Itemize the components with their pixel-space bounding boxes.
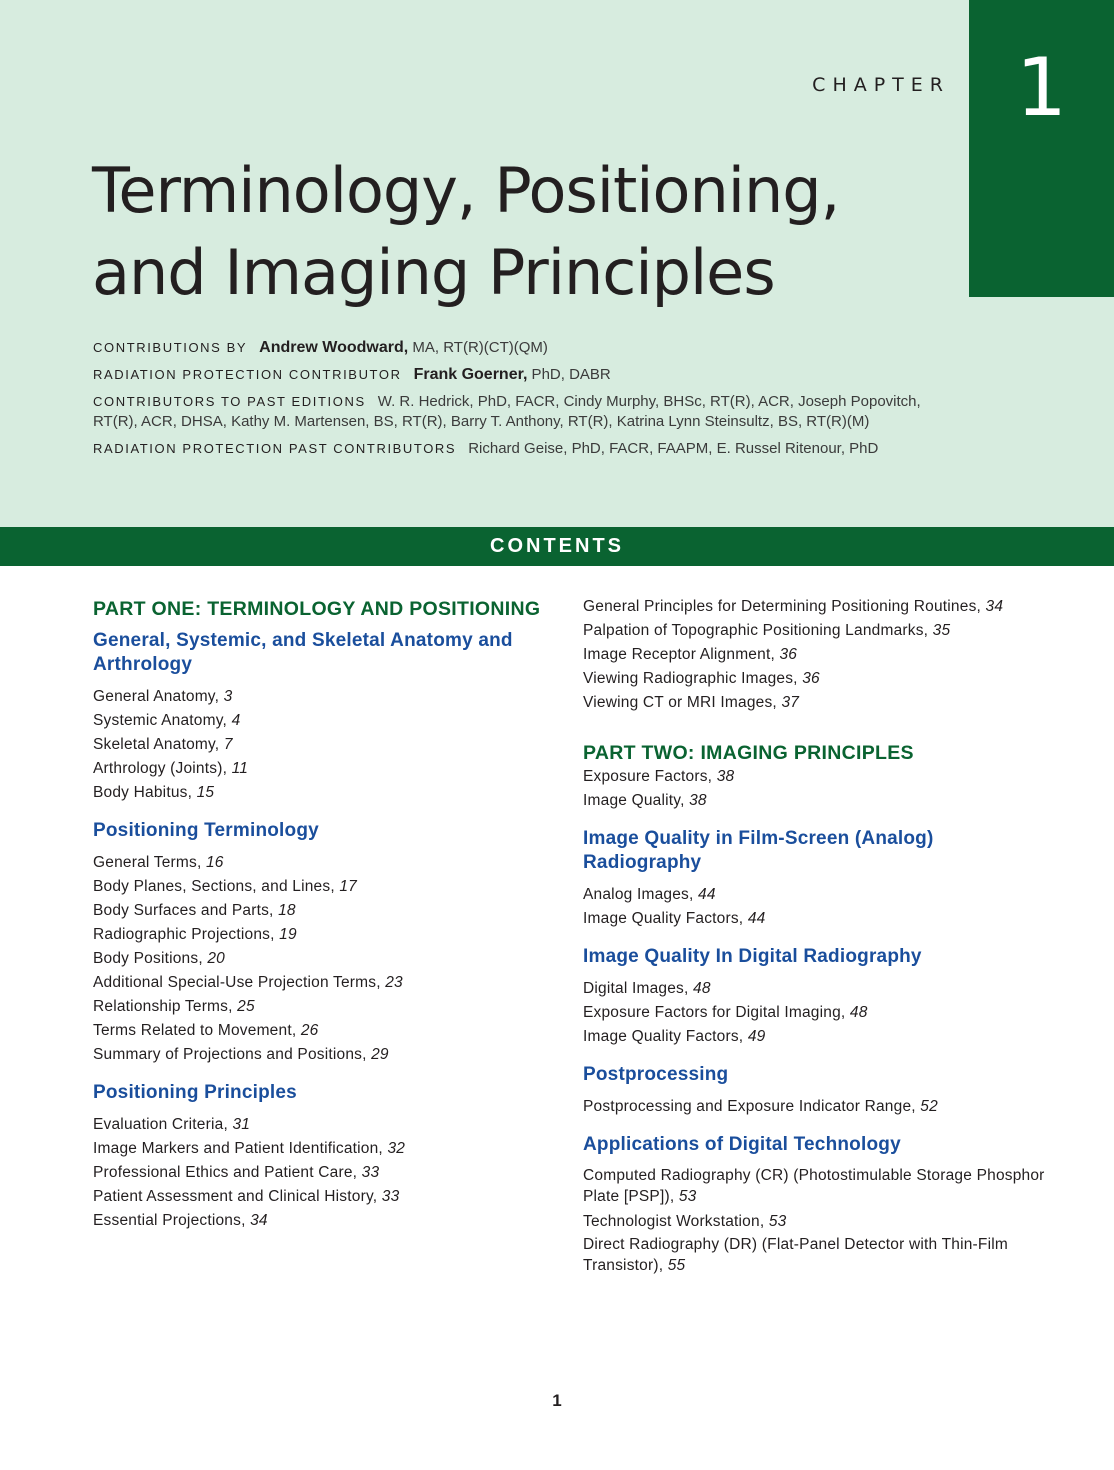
toc-entry[interactable]: Terms Related to Movement, 26 xyxy=(93,1022,319,1039)
toc-entry[interactable]: General Principles for Determining Positioning Routines, 34 xyxy=(583,598,1004,615)
toc-entry[interactable]: Skeletal Anatomy, 7 xyxy=(93,736,233,753)
page-number: 1 xyxy=(552,1391,562,1410)
toc-entry[interactable]: Arthrology (Joints), 11 xyxy=(93,760,249,777)
toc-entry[interactable]: Palpation of Topographic Positioning Landmarks, 35 xyxy=(583,622,951,639)
toc-entry[interactable]: Body Surfaces and Parts, 18 xyxy=(93,902,296,919)
chapter-title-line: Terminology, Positioning, xyxy=(92,154,840,227)
toc-right-column xyxy=(583,595,1053,1276)
toc-entry[interactable]: Relationship Terms, 25 xyxy=(93,998,255,1015)
section-title: Postprocessing xyxy=(583,1064,729,1085)
toc-entry[interactable]: Evaluation Criteria, 31 xyxy=(93,1116,251,1133)
toc-entry[interactable]: Professional Ethics and Patient Care, 33 xyxy=(93,1164,380,1181)
chapter-label: CHAPTER xyxy=(812,74,950,96)
credit-label: CONTRIBUTORS TO PAST EDITIONS xyxy=(93,394,366,409)
toc-entry[interactable]: Summary of Projections and Positions, 29 xyxy=(93,1046,389,1063)
credit-details: PhD, DABR xyxy=(527,366,611,383)
toc-entry[interactable]: General Anatomy, 3 xyxy=(93,688,233,705)
toc-entry[interactable]: Technologist Workstation, 53 xyxy=(583,1213,787,1230)
toc-entry[interactable]: Postprocessing and Exposure Indicator Range, 52 xyxy=(583,1098,938,1115)
credit-name: Andrew Woodward, xyxy=(259,339,409,356)
toc-entry[interactable]: Computed Radiography (CR) (Photostimulable Storage Phosphor Plate [PSP]), 53 xyxy=(583,1167,1045,1205)
credit-line xyxy=(93,338,953,358)
toc-entry[interactable]: Image Receptor Alignment, 36 xyxy=(583,646,798,663)
credit-line xyxy=(93,439,953,459)
chapter-title-line: and Imaging Principles xyxy=(92,236,775,309)
credit-details: MA, RT(R)(CT)(QM) xyxy=(408,339,548,356)
toc-entry[interactable]: Image Quality Factors, 44 xyxy=(583,910,766,927)
toc-entry[interactable]: Exposure Factors, 38 xyxy=(583,768,735,785)
section-title: Image Quality in Film-Screen (Analog) Radiography xyxy=(583,828,934,873)
credit-label: CONTRIBUTIONS BY xyxy=(93,340,248,355)
section-title: Positioning Terminology xyxy=(93,820,319,841)
part-title: PART TWO: IMAGING PRINCIPLES xyxy=(583,742,914,764)
section-title: General, Systemic, and Skeletal Anatomy and Arthrology xyxy=(93,630,513,675)
credit-details: Richard Geise, PhD, FACR, FAAPM, E. Russel Ritenour, PhD xyxy=(468,440,879,457)
section-title: Applications of Digital Technology xyxy=(583,1134,901,1155)
chapter-title xyxy=(92,150,839,314)
contributor-credits xyxy=(93,338,953,466)
toc-entry[interactable]: Digital Images, 48 xyxy=(583,980,711,997)
toc-entry[interactable]: Body Planes, Sections, and Lines, 17 xyxy=(93,878,357,895)
toc-entry[interactable]: Systemic Anatomy, 4 xyxy=(93,712,241,729)
toc-entry[interactable]: Direct Radiography (DR) (Flat-Panel Detector with Thin-Film Transistor), 55 xyxy=(583,1236,1008,1274)
credit-label: RADIATION PROTECTION PAST CONTRIBUTORS xyxy=(93,441,457,456)
toc-entry[interactable]: Exposure Factors for Digital Imaging, 48 xyxy=(583,1004,868,1021)
contents-bar xyxy=(0,527,1114,566)
toc-entry[interactable]: Body Positions, 20 xyxy=(93,950,225,967)
contents-heading: CONTENTS xyxy=(490,535,624,557)
toc-entry[interactable]: Essential Projections, 34 xyxy=(93,1212,268,1229)
chapter-number: 1 xyxy=(1016,41,1067,134)
toc-entry[interactable]: Body Habitus, 15 xyxy=(93,784,215,801)
credit-label: RADIATION PROTECTION CONTRIBUTOR xyxy=(93,367,402,382)
toc-entry[interactable]: Image Markers and Patient Identification, 32 xyxy=(93,1140,406,1157)
credit-line xyxy=(93,365,953,385)
toc-entry[interactable]: Patient Assessment and Clinical History, 33 xyxy=(93,1188,400,1205)
toc-entry[interactable]: Viewing CT or MRI Images, 37 xyxy=(583,694,800,711)
credit-line xyxy=(93,392,953,432)
section-title: Positioning Principles xyxy=(93,1082,297,1103)
toc-entry[interactable]: Viewing Radiographic Images, 36 xyxy=(583,670,820,687)
section-title: Image Quality In Digital Radiography xyxy=(583,946,922,967)
toc-entry[interactable]: General Terms, 16 xyxy=(93,854,224,871)
credit-name: Frank Goerner, xyxy=(413,366,528,383)
toc-left-column xyxy=(93,597,543,1233)
toc-entry[interactable]: Image Quality, 38 xyxy=(583,792,707,809)
toc-entry[interactable]: Analog Images, 44 xyxy=(583,886,716,903)
credit-details: W. R. Hedrick, PhD, FACR, Cindy Murphy, BHSc, RT(R), ACR, Joseph Popovitch, RT(R), ACR, DHSA, Kathy M. Martensen, BS, RT(R), Barry T. Anthony, RT(R), Katrina Lynn Steinsultz, BS, RT(R)(M) xyxy=(93,393,921,430)
toc-entry[interactable]: Additional Special-Use Projection Terms, 23 xyxy=(93,974,403,991)
toc-entry[interactable]: Radiographic Projections, 19 xyxy=(93,926,297,943)
toc-entry[interactable]: Image Quality Factors, 49 xyxy=(583,1028,766,1045)
part-title: PART ONE: TERMINOLOGY AND POSITIONING xyxy=(93,598,541,620)
